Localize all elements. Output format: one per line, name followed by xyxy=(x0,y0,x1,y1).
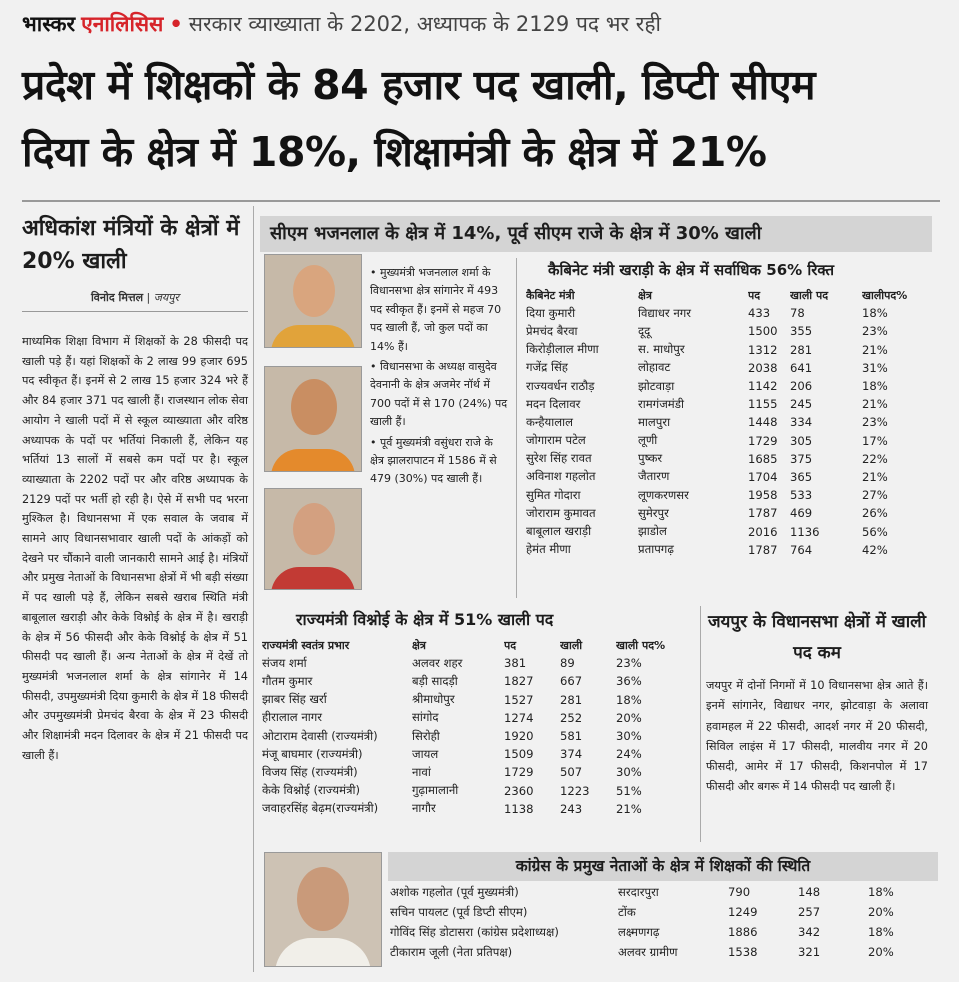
table-cell: 89 xyxy=(560,656,575,671)
shoulders-shape xyxy=(271,325,355,348)
state-row xyxy=(262,782,694,800)
jaipur-heading: जयपुर के विधानसभा क्षेत्रों में खाली पद कम xyxy=(707,612,927,663)
table-cell: जैतारण xyxy=(638,469,670,484)
table-cell: विद्याधर नगर xyxy=(638,305,692,320)
table-cell: लक्ष्मणगढ़ xyxy=(618,924,660,939)
table-cell: 206 xyxy=(790,379,813,394)
table-cell: मालपुरा xyxy=(638,414,671,429)
table-cell: 18% xyxy=(862,306,888,321)
table-cell: 365 xyxy=(790,469,813,484)
byline xyxy=(22,290,248,305)
table-cell: 23% xyxy=(862,324,888,339)
table-cell: 21% xyxy=(616,801,642,816)
analysis-label: एनालिसिस xyxy=(81,12,164,36)
table-cell: 2016 xyxy=(748,524,778,539)
table-cell: राज्यवर्धन राठौड़ xyxy=(526,378,595,393)
cabinet-row xyxy=(526,322,938,340)
cabinet-row xyxy=(526,341,938,359)
table-cell: मंजू बाघमार (राज्यमंत्री) xyxy=(262,746,363,761)
table-cell: 22% xyxy=(862,451,888,466)
table-cell: 1729 xyxy=(748,433,778,448)
section-title-band: सीएम भजनलाल के क्षेत्र में 14%, पूर्व सीएम राजे के क्षेत्र में 30% खाली xyxy=(260,216,932,252)
header-cell: कैबिनेट मंत्री xyxy=(526,288,575,302)
state-row xyxy=(262,763,694,781)
table-cell: 1136 xyxy=(790,524,820,539)
table-cell: सुरेश सिंह रावत xyxy=(526,451,592,466)
congress-leader-photo xyxy=(264,852,382,967)
table-cell: 18% xyxy=(862,379,888,394)
table-cell: 20% xyxy=(616,710,642,725)
table-cell: टोंक xyxy=(618,904,636,919)
table-cell: 2360 xyxy=(504,783,534,798)
cabinet-row xyxy=(526,468,938,486)
table-cell: झाडोल xyxy=(638,524,667,539)
face-shape xyxy=(293,503,335,555)
table-cell: ओटाराम देवासी (राज्यमंत्री) xyxy=(262,728,378,743)
congress-row xyxy=(390,882,938,902)
table-cell: 1155 xyxy=(748,397,778,412)
table-cell: सुमेरपुर xyxy=(638,505,669,520)
header-cell: खाली पद% xyxy=(616,638,666,652)
table-cell: 433 xyxy=(748,306,771,321)
brand-label: भास्कर xyxy=(22,12,76,36)
table-cell: 305 xyxy=(790,433,813,448)
congress-table xyxy=(390,882,938,962)
table-cell: 1500 xyxy=(748,324,778,339)
note-speaker: • विधानसभा के अध्यक्ष वासुदेव देवनानी के क्षेत्र अजमेर नॉर्थ में 700 पदों में से 170 (24%) पद खाली हैं। xyxy=(370,360,508,429)
table-cell: 18% xyxy=(616,692,642,707)
cabinet-row xyxy=(526,432,938,450)
table-cell: सरदारपुरा xyxy=(618,884,659,899)
table-cell: 252 xyxy=(560,710,583,725)
shoulders-shape xyxy=(271,449,355,472)
table-cell: 374 xyxy=(560,747,583,762)
table-header-row xyxy=(526,286,938,304)
table-cell: 790 xyxy=(728,885,751,899)
cm-photo xyxy=(264,254,362,348)
table-cell: 1787 xyxy=(748,542,778,557)
table-cell: 581 xyxy=(560,729,583,744)
table-cell: नागौर xyxy=(412,801,436,816)
table-cell: सिरोही xyxy=(412,728,440,743)
cabinet-row xyxy=(526,541,938,559)
left-column-heading: अधिकांश मंत्रियों के क्षेत्रों में 20% खाली xyxy=(22,216,240,274)
table-cell: 27% xyxy=(862,488,888,503)
table-cell: जोराराम कुमावत xyxy=(526,505,596,520)
table-cell: लोहावट xyxy=(638,360,671,375)
table-cell: 1448 xyxy=(748,415,778,430)
header-cell: खाली xyxy=(560,638,583,652)
table-cell: 23% xyxy=(616,656,642,671)
table-cell: 2038 xyxy=(748,360,778,375)
table-cell: 1223 xyxy=(560,783,590,798)
table-cell: 257 xyxy=(798,905,821,919)
table-cell: विजय सिंह (राज्यमंत्री) xyxy=(262,764,358,779)
shoulders-shape xyxy=(271,567,355,590)
table-cell: संजय शर्मा xyxy=(262,655,307,670)
headline xyxy=(22,52,947,186)
congress-row xyxy=(390,922,938,942)
table-cell: 31% xyxy=(862,360,888,375)
table-cell: 641 xyxy=(790,360,813,375)
kicker xyxy=(22,8,661,40)
table-cell: 1509 xyxy=(504,747,534,762)
table-cell: 20% xyxy=(868,905,894,919)
table-cell: झाबर सिंह खर्रा xyxy=(262,692,327,707)
bullet-dot-icon: • xyxy=(169,12,183,36)
state-row xyxy=(262,709,694,727)
state-row xyxy=(262,691,694,709)
table-cell: 26% xyxy=(862,506,888,521)
table-cell: 42% xyxy=(862,542,888,557)
table-cell: प्रेमचंद बैरवा xyxy=(526,323,578,338)
state-table xyxy=(262,636,694,818)
table-cell: 321 xyxy=(798,945,821,959)
state-row xyxy=(262,654,694,672)
face-shape xyxy=(297,867,349,931)
table-cell: 1685 xyxy=(748,451,778,466)
table-cell: 1527 xyxy=(504,692,534,707)
table-cell: नावां xyxy=(412,764,431,779)
table-cell: 507 xyxy=(560,765,583,780)
table-cell: 1142 xyxy=(748,379,778,394)
table-cell: 1538 xyxy=(728,945,758,959)
table-cell: स. माधोपुर xyxy=(638,342,685,357)
table-cell: टीकाराम जूली (नेता प्रतिपक्ष) xyxy=(390,944,513,959)
table-cell: श्रीमाधोपुर xyxy=(412,692,455,707)
table-cell: अविनाश गहलोत xyxy=(526,469,596,484)
table-cell: सचिन पायलट (पूर्व डिप्टी सीएम) xyxy=(390,904,528,919)
headline-rule xyxy=(22,200,940,202)
table-cell: सुमित गोदारा xyxy=(526,487,581,502)
subheadline: सरकार व्याख्याता के 2202, अध्यापक के 2129 पद भर रही xyxy=(188,12,661,36)
table-cell: 30% xyxy=(616,765,642,780)
cabinet-row xyxy=(526,450,938,468)
table-header-row xyxy=(262,636,694,654)
table-cell: 469 xyxy=(790,506,813,521)
table-cell: 23% xyxy=(862,415,888,430)
table-cell: गजेंद्र सिंह xyxy=(526,360,568,375)
state-row xyxy=(262,800,694,818)
table-cell: 281 xyxy=(790,342,813,357)
face-shape xyxy=(291,379,337,435)
table-cell: सांगोद xyxy=(412,710,439,725)
table-cell: 17% xyxy=(862,433,888,448)
left-column xyxy=(22,206,248,765)
header-cell: पद xyxy=(748,288,761,302)
table-cell: 56% xyxy=(862,524,888,539)
table-cell: 78 xyxy=(790,306,805,321)
state-table-title: राज्यमंत्री विश्नोई के क्षेत्र में 51% खाली पद xyxy=(296,610,554,629)
table-cell: बड़ी सादड़ी xyxy=(412,673,458,688)
table-cell: 18% xyxy=(868,925,894,939)
table-cell: जवाहरसिंह बेढ़म(राज्यमंत्री) xyxy=(262,801,379,816)
table-cell: 1729 xyxy=(504,765,534,780)
table-cell: 667 xyxy=(560,674,583,689)
state-row xyxy=(262,745,694,763)
cabinet-table-title: कैबिनेट मंत्री खराड़ी के क्षेत्र में सर्वाधिक 56% रिक्त xyxy=(548,261,835,279)
cabinet-row xyxy=(526,522,938,540)
table-cell: केके विश्नोई (राज्यमंत्री) xyxy=(262,783,361,798)
table-cell: दूदू xyxy=(638,323,651,338)
table-cell: 21% xyxy=(862,469,888,484)
state-row xyxy=(262,727,694,745)
cabinet-row xyxy=(526,359,938,377)
author-name: विनोद मित्तल xyxy=(90,291,144,304)
note-former-cm: • पूर्व मुख्यमंत्री वसुंधरा राजे के क्षेत्र झालरापाटन में 1586 में से 479 (30%) पद खाली हैं। xyxy=(370,435,497,486)
header-cell: क्षेत्र xyxy=(412,638,426,652)
table-cell: गौतम कुमार xyxy=(262,673,313,688)
header-cell: क्षेत्र xyxy=(638,288,652,302)
cabinet-row xyxy=(526,304,938,322)
table-cell: 764 xyxy=(790,542,813,557)
header-cell: खाली पद xyxy=(790,288,829,302)
table-cell: 148 xyxy=(798,885,821,899)
table-cell: अलवर शहर xyxy=(412,655,463,670)
cabinet-row xyxy=(526,377,938,395)
table-cell: 1704 xyxy=(748,469,778,484)
header-cell: पद xyxy=(504,638,517,652)
notes-divider xyxy=(516,258,517,598)
table-cell: 21% xyxy=(862,397,888,412)
table-cell: 243 xyxy=(560,801,583,816)
congress-table-title: कांग्रेस के प्रमुख नेताओं के क्षेत्र में शिक्षकों की स्थिति xyxy=(388,852,938,881)
table-cell: 1886 xyxy=(728,925,758,939)
table-cell: किरोड़ीलाल मीणा xyxy=(526,342,599,357)
table-cell: 281 xyxy=(560,692,583,707)
congress-row xyxy=(390,942,938,962)
jaipur-divider xyxy=(700,606,701,842)
table-cell: 1920 xyxy=(504,729,534,744)
byline-rule xyxy=(22,311,248,312)
congress-row xyxy=(390,902,938,922)
former-cm-photo xyxy=(264,488,362,590)
table-cell: हेमंत मीणा xyxy=(526,542,571,557)
table-cell: 375 xyxy=(790,451,813,466)
table-cell: अशोक गहलोत (पूर्व मुख्यमंत्री) xyxy=(390,884,519,899)
cabinet-table xyxy=(526,286,938,559)
cabinet-row xyxy=(526,486,938,504)
table-cell: 36% xyxy=(616,674,642,689)
header-cell: खालीपद% xyxy=(862,288,908,302)
table-cell: 1958 xyxy=(748,488,778,503)
table-cell: गुढ़ामालानी xyxy=(412,783,459,798)
table-cell: जोगाराम पटेल xyxy=(526,433,586,448)
table-cell: 1827 xyxy=(504,674,534,689)
table-cell: प्रतापगढ़ xyxy=(638,542,674,557)
table-cell: 30% xyxy=(616,729,642,744)
table-cell: 21% xyxy=(862,342,888,357)
table-cell: 51% xyxy=(616,783,642,798)
shoulders-shape xyxy=(275,938,371,967)
left-column-body: माध्यमिक शिक्षा विभाग में शिक्षकों के 28 फीसदी पद खाली पड़े हैं। यहां शिक्षकों के 2 लाख 99 हजार 695 पद स्वीकृत हैं। इनमें से 2 लाख 15 हजार 324 भरे हैं और 84 हजार 371 पद खाली हैं। राजस्थान लोक सेवा आयोग ने खाली पदों में से स्कूल व्याख्याता और वरिष्ठ अध्यापक के पदों पर भर्तियां निकाली हैं, लेकिन यह भर्तियां 13 सालों में सबसे कम पदों पर है। स्कूल व्याख्याता के 2202 पदों पर और वरिष्ठ अध्यापक के 2129 पदों पर भर्ती हो रही है। ऐसे में सभी पद भरना मुश्किल है। विधानसभा में एक सवाल के जवाब में सामने आए विधानसभावार खाली पदों के आंकड़ों को देखने पर चौंकाने वाली जानकारी सामने आई है। मंत्रियों और प्रमुख नेताओं के विधानसभा क्षेत्रों में भी बड़ी संख्या में पद खाली पड़े हैं, लेकिन सबसे खराब स्थिति मंत्री बाबूलाल खराड़ी और केके विश्नोई के क्षेत्र में है। खराड़ी के क्षेत्र में 56 फीसदी और केके विश्नोई के क्षेत्र में 51 फीसदी पद खाली हैं। अन्य नेताओं के क्षेत्र में देखें तो मुख्यमंत्री भजनलाल शर्मा के क्षेत्र सांगानेर में 14 फीसदी, उपमुख्यमंत्री दिया कुमारी के क्षेत्र में 18 फीसदी और उपमुख्यमंत्री प्रेमचंद बैरवा के क्षेत्र में 23 फीसदी और शिक्षामंत्री मदन दिलावर के क्षेत्र में 21 फीसदी पद खाली हैं। xyxy=(22,335,248,762)
state-row xyxy=(262,672,694,690)
table-cell: 24% xyxy=(616,747,642,762)
table-cell: पुष्कर xyxy=(638,451,663,466)
cabinet-row xyxy=(526,413,938,431)
table-cell: 1312 xyxy=(748,342,778,357)
cabinet-row xyxy=(526,504,938,522)
table-cell: गोविंद सिंह डोटासरा (कांग्रेस प्रदेशाध्यक्ष) xyxy=(390,924,559,939)
table-cell: 1787 xyxy=(748,506,778,521)
table-cell: 18% xyxy=(868,885,894,899)
table-cell: 1274 xyxy=(504,710,534,725)
headline-line-1: प्रदेश में शिक्षकों के 84 हजार पद खाली, डिप्टी सीएम xyxy=(22,61,815,109)
header-cell: राज्यमंत्री स्वतंत्र प्रभार xyxy=(262,638,350,652)
jaipur-body: जयपुर में दोनों निगमों में 10 विधानसभा क्षेत्र आते हैं। इनमें सांगानेर, विद्याधर नगर, झोटवाड़ा के अलावा हवामहल में 22 फीसदी, आदर्श नगर में 20 फीसदी, सिविल लाइंस में 17 फीसदी, मालवीय नगर में 20 फीसदी, आमेर में 17 फीसदी, किशनपोल में 17 फीसदी और बगरू में 14 फीसदी पद खाली हैं। xyxy=(706,679,928,794)
table-cell: जायल xyxy=(412,746,439,761)
table-cell: मदन दिलावर xyxy=(526,396,581,411)
table-cell: 342 xyxy=(798,925,821,939)
table-cell: 20% xyxy=(868,945,894,959)
table-cell: 533 xyxy=(790,488,813,503)
cabinet-row xyxy=(526,395,938,413)
table-cell: 245 xyxy=(790,397,813,412)
table-cell: 1249 xyxy=(728,905,758,919)
column-divider xyxy=(253,206,254,972)
table-cell: 1138 xyxy=(504,801,534,816)
notes-column xyxy=(370,264,510,491)
table-cell: लूणकरणसर xyxy=(638,487,689,502)
table-cell: रामगंजमंडी xyxy=(638,396,684,411)
table-cell: 355 xyxy=(790,324,813,339)
table-cell: 334 xyxy=(790,415,813,430)
table-cell: हीरालाल नागर xyxy=(262,710,323,725)
byline-place: | जयपुर xyxy=(146,291,180,304)
table-cell: कन्हैयालाल xyxy=(526,414,573,429)
table-cell: लूणी xyxy=(638,433,658,448)
note-cm: • मुख्यमंत्री भजनलाल शर्मा के विधानसभा क्षेत्र सांगानेर में 493 पद स्वीकृत हैं। इनमें से महज 70 पद खाली हैं, जो कुल पदों का 14% हैं। xyxy=(370,266,502,353)
table-cell: 381 xyxy=(504,656,527,671)
table-cell: दिया कुमारी xyxy=(526,305,576,320)
headline-line-2: दिया के क्षेत्र में 18%, शिक्षामंत्री के क्षेत्र में 21% xyxy=(22,128,767,176)
speaker-photo xyxy=(264,366,362,472)
table-cell: बाबूलाल खराड़ी xyxy=(526,524,592,539)
face-shape xyxy=(293,265,335,317)
table-cell: झोटवाड़ा xyxy=(638,378,675,393)
table-cell: अलवर ग्रामीण xyxy=(618,944,678,959)
